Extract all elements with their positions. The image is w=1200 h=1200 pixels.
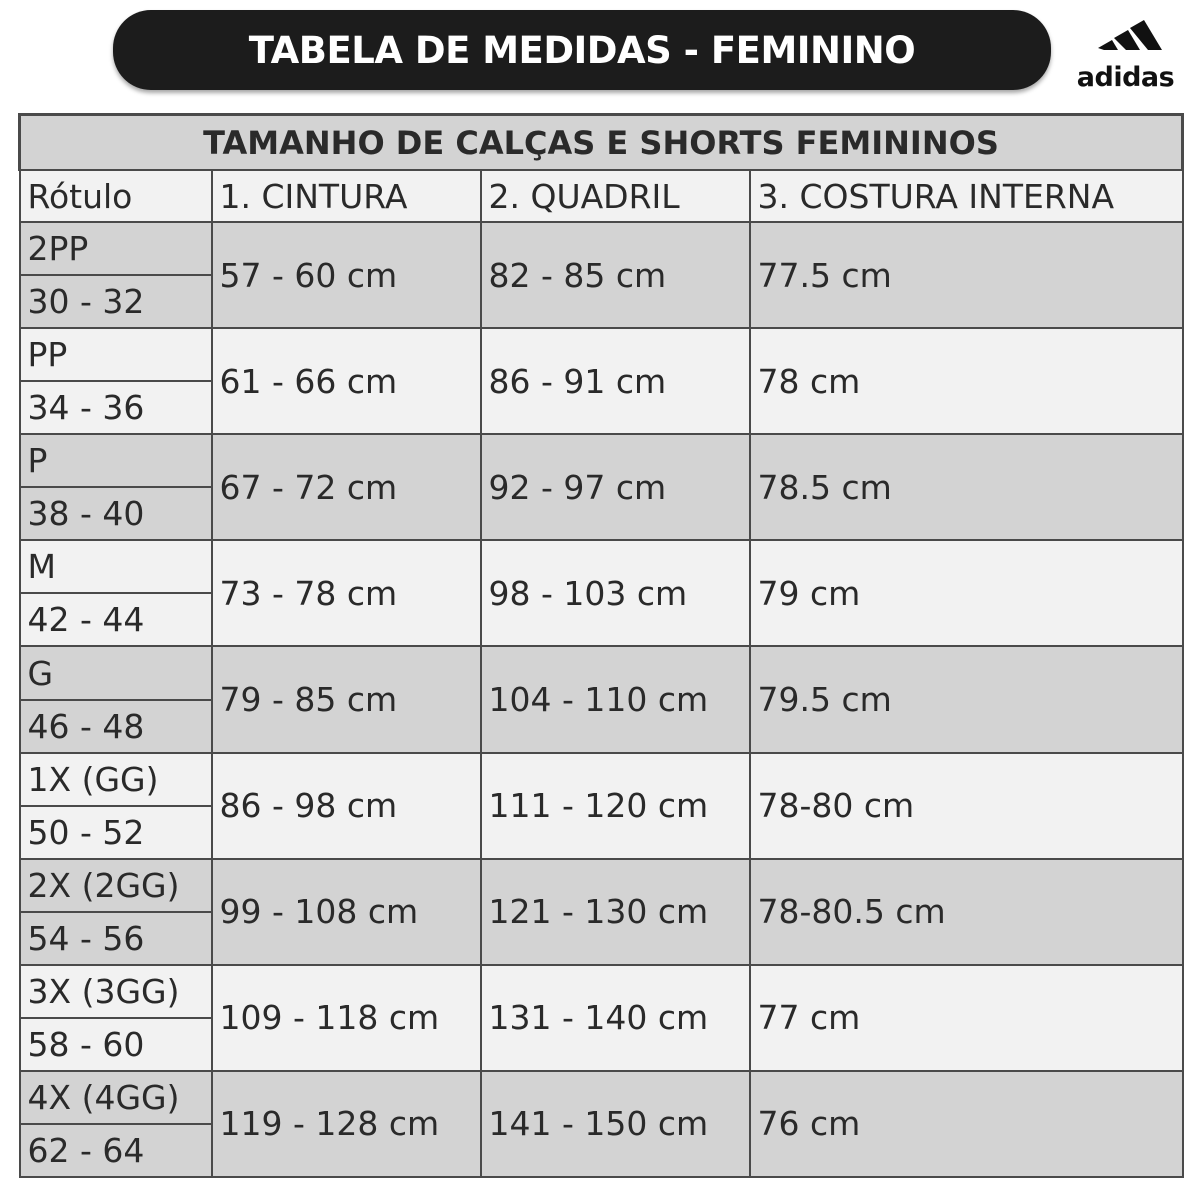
waist-value: 73 - 78 cm bbox=[212, 540, 481, 646]
table-row bbox=[20, 1071, 1183, 1124]
size-label: G bbox=[20, 646, 212, 699]
table-row bbox=[20, 540, 1183, 593]
table-row bbox=[20, 328, 1183, 381]
adidas-logo bbox=[1068, 12, 1183, 92]
table-header-row bbox=[20, 170, 1183, 222]
table-title-row bbox=[20, 115, 1183, 171]
column-header-waist: 1. CINTURA bbox=[212, 170, 481, 222]
table-row bbox=[20, 753, 1183, 806]
size-numeric-label: 46 - 48 bbox=[20, 700, 212, 753]
inseam-value: 78.5 cm bbox=[750, 434, 1183, 540]
waist-value: 109 - 118 cm bbox=[212, 965, 481, 1071]
hip-value: 131 - 140 cm bbox=[481, 965, 750, 1071]
size-label: 2X (2GG) bbox=[20, 859, 212, 912]
inseam-value: 76 cm bbox=[750, 1071, 1183, 1177]
hip-value: 104 - 110 cm bbox=[481, 646, 750, 752]
size-numeric-label: 58 - 60 bbox=[20, 1018, 212, 1071]
waist-value: 86 - 98 cm bbox=[212, 753, 481, 859]
size-label: M bbox=[20, 540, 212, 593]
inseam-value: 78 cm bbox=[750, 328, 1183, 434]
table-row bbox=[20, 965, 1183, 1018]
waist-value: 57 - 60 cm bbox=[212, 222, 481, 328]
inseam-value: 77.5 cm bbox=[750, 222, 1183, 328]
waist-value: 79 - 85 cm bbox=[212, 646, 481, 752]
adidas-stripes-icon bbox=[1078, 12, 1173, 64]
hip-value: 141 - 150 cm bbox=[481, 1071, 750, 1177]
waist-value: 99 - 108 cm bbox=[212, 859, 481, 965]
hip-value: 86 - 91 cm bbox=[481, 328, 750, 434]
size-numeric-label: 62 - 64 bbox=[20, 1124, 212, 1177]
column-header-inseam: 3. COSTURA INTERNA bbox=[750, 170, 1183, 222]
size-label: PP bbox=[20, 328, 212, 381]
size-numeric-label: 34 - 36 bbox=[20, 381, 212, 434]
size-numeric-label: 30 - 32 bbox=[20, 275, 212, 328]
inseam-value: 78-80.5 cm bbox=[750, 859, 1183, 965]
size-label: 1X (GG) bbox=[20, 753, 212, 806]
size-table bbox=[18, 113, 1184, 1178]
size-label: 4X (4GG) bbox=[20, 1071, 212, 1124]
size-numeric-label: 50 - 52 bbox=[20, 806, 212, 859]
hip-value: 82 - 85 cm bbox=[481, 222, 750, 328]
column-header-label: Rótulo bbox=[20, 170, 212, 222]
column-header-hip: 2. QUADRIL bbox=[481, 170, 750, 222]
size-label: P bbox=[20, 434, 212, 487]
size-label: 3X (3GG) bbox=[20, 965, 212, 1018]
hip-value: 121 - 130 cm bbox=[481, 859, 750, 965]
page-title-banner bbox=[113, 10, 1051, 90]
table-row bbox=[20, 646, 1183, 699]
waist-value: 119 - 128 cm bbox=[212, 1071, 481, 1177]
brand-name: adidas bbox=[1076, 62, 1175, 93]
inseam-value: 79.5 cm bbox=[750, 646, 1183, 752]
size-label: 2PP bbox=[20, 222, 212, 275]
size-numeric-label: 54 - 56 bbox=[20, 912, 212, 965]
inseam-value: 77 cm bbox=[750, 965, 1183, 1071]
hip-value: 92 - 97 cm bbox=[481, 434, 750, 540]
table-row bbox=[20, 222, 1183, 275]
size-numeric-label: 38 - 40 bbox=[20, 487, 212, 540]
table-row bbox=[20, 859, 1183, 912]
waist-value: 67 - 72 cm bbox=[212, 434, 481, 540]
size-numeric-label: 42 - 44 bbox=[20, 593, 212, 646]
page-title: TABELA DE MEDIDAS - FEMININO bbox=[248, 28, 916, 72]
waist-value: 61 - 66 cm bbox=[212, 328, 481, 434]
hip-value: 98 - 103 cm bbox=[481, 540, 750, 646]
table-row bbox=[20, 434, 1183, 487]
table-title: TAMANHO DE CALÇAS E SHORTS FEMININOS bbox=[20, 115, 1183, 171]
hip-value: 111 - 120 cm bbox=[481, 753, 750, 859]
inseam-value: 79 cm bbox=[750, 540, 1183, 646]
inseam-value: 78-80 cm bbox=[750, 753, 1183, 859]
